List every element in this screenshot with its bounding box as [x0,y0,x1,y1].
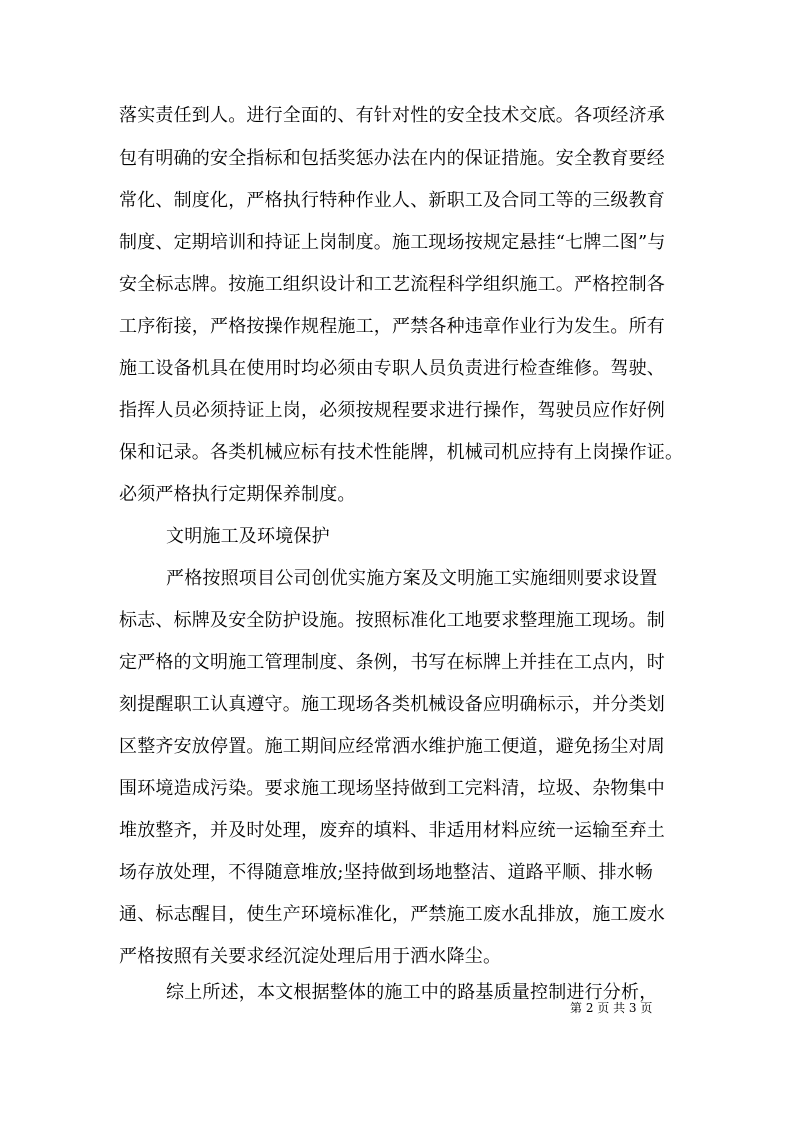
paragraph-line: 安全标志牌。按施工组织设计和工艺流程科学组织施工。严格控制各 [119,274,665,295]
paragraph-line: 包有明确的安全指标和包括奖惩办法在内的保证措施。安全教育要经 [119,148,665,169]
paragraph-line: 通、标志醒目，使生产环境标准化，严禁施工废水乱排放，施工废水 [119,904,665,925]
paragraph-line: 区整齐安放停置。施工期间应经常洒水维护施工便道，避免扬尘对周 [119,736,665,757]
paragraph-line: 严格按照有关要求经沉淀处理后用于洒水降尘。 [119,946,502,967]
paragraph-line: 定严格的文明施工管理制度、条例，书写在标牌上并挂在工点内，时 [119,652,665,673]
paragraph-line: 围环境造成污染。要求施工现场坚持做到工完料清，垃圾、杂物集中 [119,778,665,799]
paragraph-line: 工序衔接，严格按操作规程施工，严禁各种违章作业行为发生。所有 [119,316,665,337]
paragraph-line: 施工设备机具在使用时均必须由专职人员负责进行检查维修。驾驶、 [119,358,665,379]
paragraph-line: 保和记录。各类机械应标有技术性能牌，机械司机应持有上岗操作证。 [119,442,684,463]
paragraph-line: 堆放整齐，并及时处理，废弃的填料、非适用材料应统一运输至弃土 [119,820,665,841]
paragraph-line: 制度、定期培训和持证上岗制度。施工现场按规定悬挂“七牌二图”与 [119,232,666,253]
paragraph-line: 必须严格执行定期保养制度。 [119,484,356,505]
paragraph-line: 综上所述，本文根据整体的施工中的路基质量控制进行分析， [166,982,658,1003]
paragraph-line: 指挥人员必须持证上岗，必须按规程要求进行操作，驾驶员应作好例 [119,400,665,421]
paragraph-line: 严格按照项目公司创优实施方案及文明施工实施细则要求设置 [166,568,658,589]
paragraph-line: 落实责任到人。进行全面的、有针对性的安全技术交底。各项经济承 [119,105,665,126]
page-number-footer: 第 2 页 共 3 页 [570,1001,653,1015]
paragraph-line: 场存放处理，不得随意堆放;坚持做到场地整洁、道路平顺、排水畅 [119,862,654,883]
paragraph-line: 刻提醒职工认真遵守。施工现场各类机械设备应明确标示，并分类划 [119,694,665,715]
paragraph-line: 标志、标牌及安全防护设施。按照标准化工地要求整理施工现场。制 [119,610,665,631]
section-heading: 文明施工及环境保护 [166,526,330,547]
paragraph-line: 常化、制度化，严格执行特种作业人、新职工及合同工等的三级教育 [119,190,665,211]
